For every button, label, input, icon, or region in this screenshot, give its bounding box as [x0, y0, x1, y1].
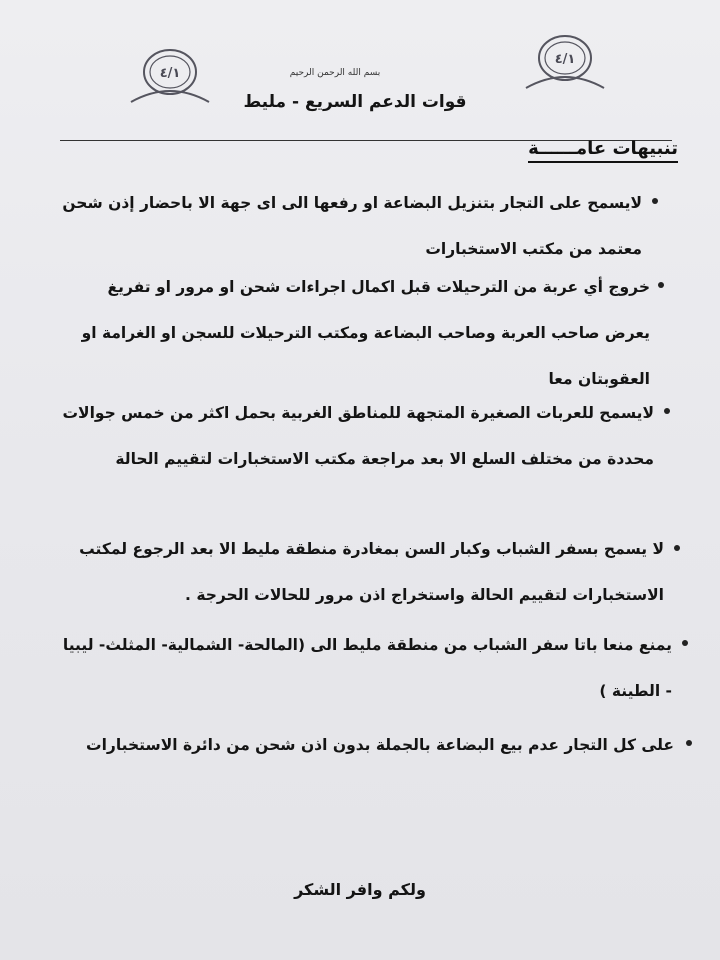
notice-item-3: لايسمح للعربات الصغيرة المتجهة للمناطق الغربية بحمل اكثر من خمس جوالات محددة من مختلف السلع الا بعد مراجعة مكتب الاستخبارات لتقييم الحالة [62, 404, 654, 468]
bullet-icon [664, 408, 670, 414]
closing-remark: ولكم وافر الشكر [294, 880, 426, 899]
emblem-icon [520, 26, 610, 96]
notice-item-6: على كل التجار عدم بيع البضاعة بالجملة بدون اذن شحن من دائرة الاستخبارات [86, 736, 674, 754]
bullet-icon [674, 545, 680, 551]
bullet-icon [652, 198, 658, 204]
bullet-icon [658, 282, 664, 288]
emblem-icon [125, 40, 215, 110]
logo-left-text: ٤/١ [159, 66, 181, 81]
bullet-icon [686, 740, 692, 746]
logo-right [520, 26, 610, 96]
notice-item-2: خروج أي عربة من الترحيلات قبل اكمال اجراءات شحن او مرور او تفريغ يعرض صاحب العربة وصاحب البضاعة ومكتب الترحيلات للسجن او الغرامة او العقوبتان معا [81, 278, 650, 388]
logo-right-text: ٤/١ [554, 52, 576, 67]
notice-item-4: لا يسمح بسفر الشباب وكبار السن بمغادرة منطقة مليط الا بعد الرجوع لمكتب الاستخبارات لتقييم الحالة واستخراج اذن مرور للحالات الحرجة . [79, 540, 664, 604]
notice-item-5: يمنع منعا باتا سفر الشباب من منطقة مليط الى (المالحة- الشمالية- المثلث- ليبيا - الطينة ) [62, 636, 672, 700]
bullet-icon [682, 640, 688, 646]
basmala: بسم الله الرحمن الرحيم [289, 68, 381, 78]
document-title: قوات الدعم السريع - مليط [243, 92, 467, 112]
notices-heading: تنبيهات عامــــــة [528, 138, 678, 163]
notice-item-1: لايسمح على التجار بتنزيل البضاعة او رفعها الى اى جهة الا باحضار إذن شحن معتمد من مكتب الاستخبارات [62, 194, 642, 258]
logo-left [125, 40, 215, 110]
